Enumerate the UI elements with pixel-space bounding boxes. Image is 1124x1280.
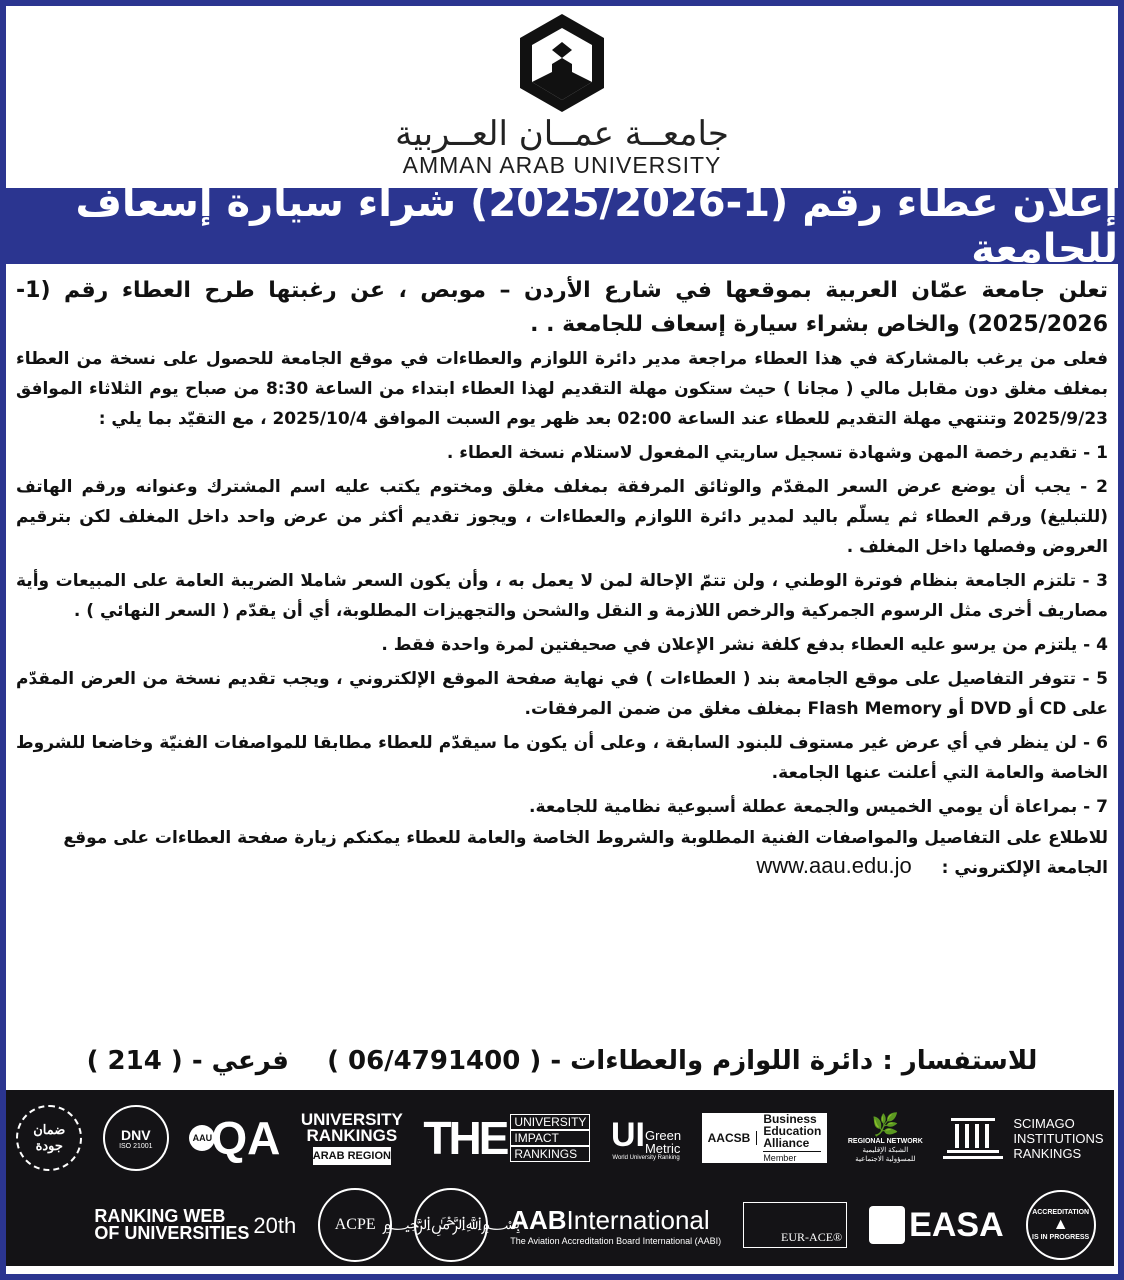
the-impact-rankings-logo: THE UNIVERSITY IMPACT RANKINGS	[423, 1111, 590, 1165]
tender-title: إعلان عطاء رقم (1-2025/2026) شراء سيارة إسعاف للجامعة	[75, 180, 1118, 272]
condition-item	[16, 472, 1108, 562]
condition-number: 5 -	[1082, 669, 1108, 689]
easa-logo: EASA	[869, 1206, 1003, 1245]
condition-text: تلتزم الجامعة بنظام فوترة الوطني ، ولن تتمّ الإحالة لمن لا يعمل به ، وأن يكون السعر شاملا الضريبة العامة على المبيعات وأية مصاريف أخرى مثل الرسوم الجمركية والرخص اللازمة و النقل والشحن والتجهيزات المطلوبة، أي أن يقدّم ( السعر النهائي ) .	[16, 571, 1108, 621]
condition-text: لن ينظر في أي عرض غير مستوف للبنود السابقة ، وعلى أن يكون ما سيقدّم للعطاء مطابقا للمواصفات الفنيّة وخاضعا للشروط الخاصة والعامة التي أعلنت عنها الجامعة.	[16, 733, 1108, 783]
qs-rankings-logo: UNIVERSITY RANKINGS ARAB REGION	[301, 1112, 403, 1165]
inquiry-ext: ( 214 )	[86, 1046, 183, 1076]
condition-item	[16, 630, 1108, 660]
star-seal-icon: ﷽	[414, 1188, 488, 1262]
globe-icon: ACPE	[318, 1188, 392, 1262]
csr-network-logo: 🌿 REGIONAL NETWORK الشبكة الإقليمية للمسؤولية الاجتماعية	[847, 1111, 923, 1163]
condition-number: 7 -	[1083, 797, 1108, 817]
condition-item	[16, 438, 1108, 468]
logos-row-2	[6, 1186, 1114, 1264]
columns-icon	[943, 1116, 1003, 1160]
logos-row-1	[6, 1098, 1114, 1178]
daman-jawda-logo	[16, 1105, 82, 1171]
condition-item	[16, 792, 1108, 822]
ui-greenmetric-logo: UI Green Metric World University Ranking	[610, 1115, 682, 1161]
dnv-seal-icon: DNV ISO 21001	[103, 1105, 169, 1171]
aau-badge-icon: AAU	[189, 1125, 215, 1151]
condition-text: بمراعاة أن يومي الخميس والجمعة عطلة أسبوعية نظامية للجامعة.	[529, 797, 1078, 817]
announcement-body	[16, 270, 1108, 882]
inquiry-ext-label: فرعي -	[191, 1046, 289, 1076]
aacsb-logo: AACSB Business Education Alliance Member	[702, 1113, 828, 1163]
accreditation-seal-icon: ACCREDITATION ▲ IS IN PROGRESS	[1026, 1190, 1096, 1260]
instructions-paragraph: فعلى من يرغب بالمشاركة في هذا العطاء مراجعة مدير دائرة اللوازم والعطاءات في موقع الجامعة للحصول على نسخة من العطاء بمغلف مغلق دون مقابل مالي ( مجانا ) حيث ستكون مهلة التقديم لهذا العطاء ابتداء من الساعة 8:30 من صباح يوم الثلاثاء الموافق 2025/9/23 وتنتهي مهلة التقديم للعطاء عند الساعة 02:00 بعد ظهر يوم السبت الموافق 2025/10/4 ، مع التقيّد بما يلي :	[16, 349, 1108, 429]
inquiry-label: للاستفسار :	[882, 1046, 1038, 1076]
bird-icon	[869, 1206, 905, 1244]
university-name-arabic: جامعــة عمــان العــربية	[395, 114, 729, 154]
eur-ace-logo: EUR-ACE®	[743, 1202, 847, 1248]
university-logo-icon	[516, 12, 608, 114]
header-logo	[6, 6, 1118, 188]
closing-text: للاطلاع على التفاصيل والمواصفات الفنية المطلوبة والشروط الخاصة والعامة للعطاء يمكنكم زيارة صفحة العطاءات على موقع الجامعة الإلكتروني :	[63, 828, 1108, 878]
dnv-logo	[103, 1105, 169, 1171]
condition-text: يجب أن يوضع عرض السعر المقدّم والوثائق المرفقة بمغلف مغلق ومختوم يكتب عليه اسم المشترك وعنوانه ورقم الهاتف (للتبليغ) ورقم العطاء ثم يسلّم باليد لمدير دائرة اللوازم والعطاءات ، ويجوز تقديم أكثر من عرض واحد داخل المغلف لكن بترقيم العروض وفصلها داخل المغلف .	[16, 477, 1108, 557]
closing-paragraph	[16, 824, 1108, 882]
condition-number: 3 -	[1082, 571, 1108, 591]
condition-number: 1 -	[1083, 443, 1108, 463]
tender-title-banner	[6, 180, 1118, 272]
leaf-icon: 🌿	[871, 1111, 900, 1137]
aau-qa-logo: AAU QA	[189, 1111, 280, 1165]
condition-text: يلتزم من يرسو عليه العطاء بدفع كلفة نشر الإعلان في صحيفتين لمرة واحدة فقط .	[381, 635, 1078, 655]
condition-number: 4 -	[1083, 635, 1108, 655]
scimago-logo: SCIMAGO INSTITUTIONS RANKINGS	[943, 1116, 1103, 1161]
condition-number: 2 -	[1080, 477, 1108, 497]
aabi-logo: AABInternational The Aviation Accreditation Board International (AABI)	[510, 1204, 722, 1246]
condition-item	[16, 728, 1108, 788]
inquiry-line	[6, 1046, 1118, 1090]
inquiry-department: دائرة اللوازم والعطاءات -	[550, 1046, 874, 1076]
condition-number: 6 -	[1082, 733, 1109, 753]
quality-check-icon: ضمان جودة	[16, 1105, 82, 1171]
condition-item	[16, 566, 1108, 626]
condition-text: تقديم رخصة المهن وشهادة تسجيل ساريتي المفعول لاستلام نسخة العطاء .	[446, 443, 1078, 463]
inquiry-phone: ( 06/4791400 )	[327, 1046, 542, 1076]
condition-item	[16, 664, 1108, 724]
university-name-english: AMMAN ARAB UNIVERSITY	[402, 152, 722, 178]
advertisement-frame	[6, 6, 1118, 1274]
arabic-seal-logo	[382, 1188, 521, 1262]
condition-text: تتوفر التفاصيل على موقع الجامعة بند ( العطاءات ) في نهاية صفحة الموقع الإلكتروني ، ويجب تقديم نسخة من العرض المقدّم على CD أو DVD أو Flash Memory بمغلف مغلق من ضمن المرفقات.	[16, 669, 1108, 719]
accreditation-in-progress-logo	[1026, 1190, 1096, 1260]
ranking-web-logo: RANKING WEB OF UNIVERSITIES 20th	[94, 1206, 297, 1243]
intro-paragraph: تعلن جامعة عمّان العربية بموقعها في شارع الأردن – موبص ، عن رغبتها طرح العطاء رقم (1-2025/2026) والخاص بشراء سيارة إسعاف للجامعة . .	[16, 278, 1108, 337]
website-link[interactable]: www.aau.edu.jo	[756, 853, 912, 878]
accreditation-footer	[6, 1090, 1114, 1266]
acpe-logo	[318, 1188, 392, 1262]
